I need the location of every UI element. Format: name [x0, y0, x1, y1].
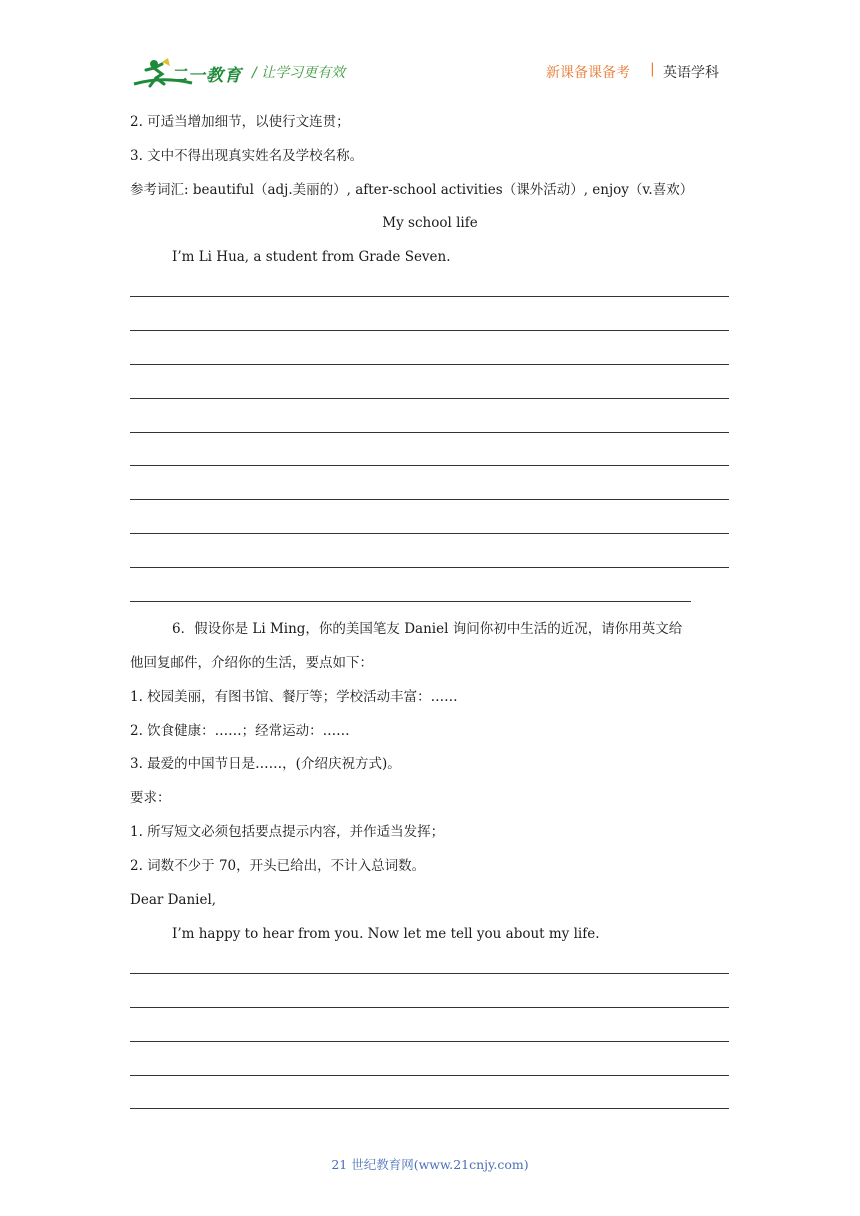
answer-line[interactable] — [130, 1007, 729, 1008]
answer-line[interactable] — [130, 533, 729, 534]
answer-line[interactable] — [130, 432, 729, 433]
answer-line[interactable] — [130, 973, 729, 974]
task6-point-2: 2. 饮食健康：……；经常运动：…… — [130, 723, 350, 739]
answer-line[interactable] — [130, 1041, 729, 1042]
answer-line[interactable] — [130, 296, 729, 297]
task6-requirement-1: 1. 所写短文必须包括要点提示内容，并作适当发挥； — [130, 824, 445, 840]
task6-prompt-line-1: 6．假设你是 Li Ming，你的美国笔友 Daniel 询问你初中生活的近况，请你用英文给 — [172, 621, 683, 637]
header-label-subject: 英语学科 — [663, 65, 719, 81]
logo-text: 二一教育 — [170, 66, 242, 86]
letter-salutation: Dear Daniel, — [130, 892, 217, 908]
task6-requirements-label: 要求： — [130, 790, 171, 806]
task5-opening-sentence: I’m Li Hua, a student from Grade Seven. — [172, 249, 451, 265]
task6-point-1: 1. 校园美丽，有图书馆、餐厅等；学校活动丰富：…… — [130, 689, 458, 705]
header-separator: | — [650, 61, 655, 77]
answer-line[interactable] — [130, 1108, 729, 1109]
answer-line[interactable] — [130, 567, 729, 568]
slogan: / 让学习更有效 — [252, 65, 346, 81]
task6-opening-sentence: I’m happy to hear from you. Now let me tell you about my life. — [172, 926, 600, 942]
task6-prompt-line-2: 他回复邮件，介绍你的生活，要点如下： — [130, 655, 373, 671]
page-footer: 21 世纪教育网(www.21cnjy.com) — [331, 1157, 529, 1172]
answer-line[interactable] — [130, 398, 729, 399]
header-label-course: 新课备课备考 — [546, 65, 630, 81]
essay-title: My school life — [382, 215, 478, 231]
answer-line[interactable] — [130, 330, 729, 331]
task5-requirement-2: 2. 可适当增加细节，以使行文连贯； — [130, 114, 350, 130]
answer-line[interactable] — [130, 465, 729, 466]
task6-requirement-2: 2. 词数不少于 70，开头已给出，不计入总词数。 — [130, 858, 426, 874]
answer-line[interactable] — [130, 1075, 729, 1076]
answer-line[interactable] — [130, 499, 729, 500]
task5-requirement-3: 3. 文中不得出现真实姓名及学校名称。 — [130, 148, 364, 164]
task5-vocabulary: 参考词汇: beautiful（adj.美丽的）, after-school activities（课外活动）, enjoy（v.喜欢） — [130, 182, 694, 198]
task6-point-3: 3. 最爱的中国节日是……，(介绍庆祝方式)。 — [130, 756, 401, 772]
answer-line[interactable] — [130, 364, 729, 365]
answer-line[interactable] — [130, 601, 691, 602]
